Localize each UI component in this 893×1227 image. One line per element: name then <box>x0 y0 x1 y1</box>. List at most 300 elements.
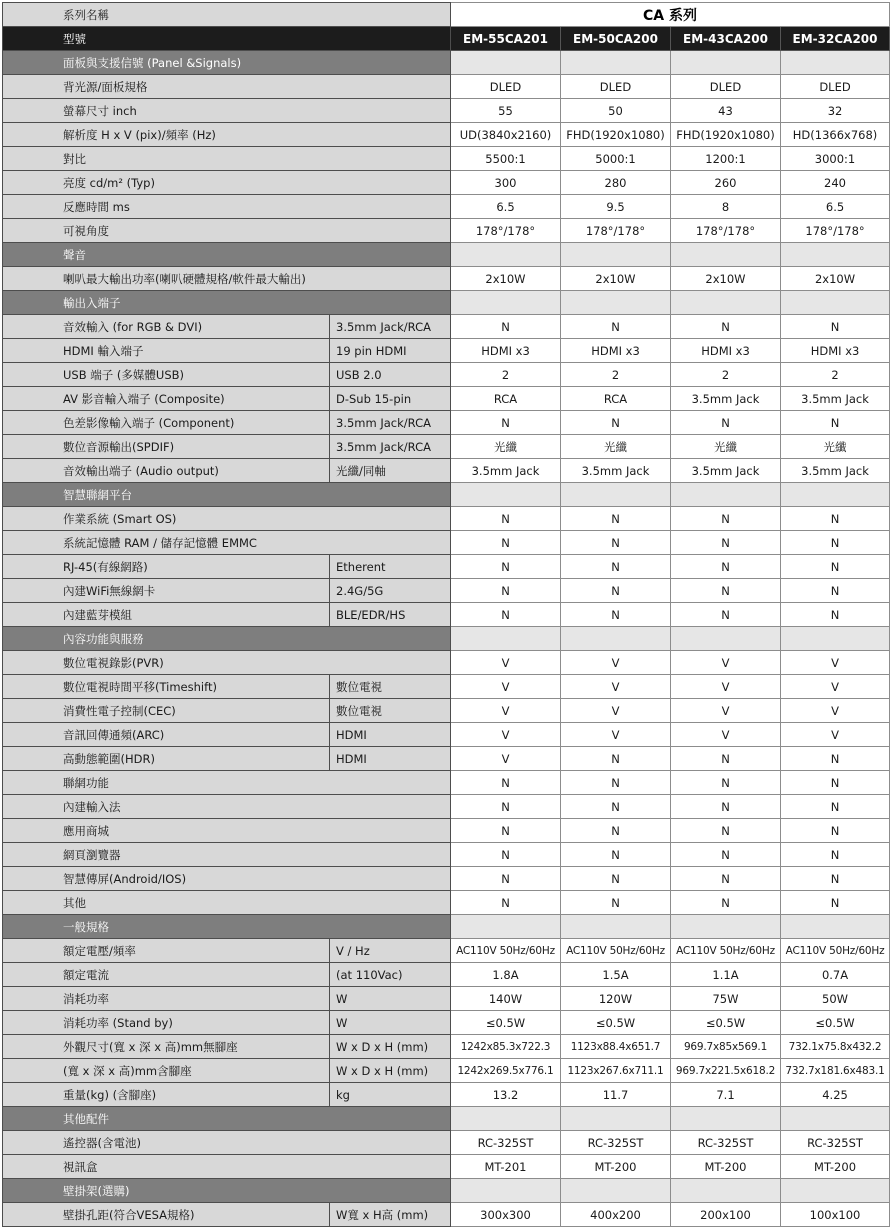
spec-value: DLED <box>451 75 561 99</box>
spec-row <box>3 531 890 555</box>
spec-condition: BLE/EDR/HS <box>330 603 451 627</box>
spec-value: N <box>451 891 561 915</box>
spec-row <box>3 99 890 123</box>
spec-value: AC110V 50Hz/60Hz <box>781 939 890 963</box>
spec-value: N <box>781 555 890 579</box>
spec-value: N <box>561 819 671 843</box>
spec-label: 音效輸入 (for RGB & DVI) <box>3 315 330 339</box>
spec-value: 光纖 <box>451 435 561 459</box>
spec-row <box>3 1059 890 1083</box>
spec-row <box>3 507 890 531</box>
section-spacer-cell <box>671 51 781 75</box>
spec-value: N <box>671 795 781 819</box>
spec-value: HDMI x3 <box>451 339 561 363</box>
spec-value: 100x100 <box>781 1203 890 1227</box>
spec-value: 732.1x75.8x432.2 <box>781 1035 890 1059</box>
spec-value: 43 <box>671 99 781 123</box>
spec-value: FHD(1920x1080) <box>561 123 671 147</box>
spec-value: N <box>671 843 781 867</box>
spec-value: ≤0.5W <box>561 1011 671 1035</box>
section-header <box>3 1179 890 1203</box>
spec-value: 2x10W <box>781 267 890 291</box>
spec-value: DLED <box>781 75 890 99</box>
spec-label: 消費性電子控制(CEC) <box>3 699 330 723</box>
spec-value: V <box>561 723 671 747</box>
spec-value: 1.8A <box>451 963 561 987</box>
spec-value: N <box>781 867 890 891</box>
spec-value: N <box>561 603 671 627</box>
section-spacer-cell <box>671 291 781 315</box>
section-spacer-cell <box>561 291 671 315</box>
spec-value: 969.7x221.5x618.2 <box>671 1059 781 1083</box>
section-spacer-cell <box>451 243 561 267</box>
section-spacer-cell <box>561 627 671 651</box>
spec-row <box>3 219 890 243</box>
spec-label: 系統記憶體 RAM / 儲存記憶體 EMMC <box>3 531 451 555</box>
series-label: 系列名稱 <box>3 3 451 27</box>
spec-value: V <box>561 699 671 723</box>
spec-row <box>3 195 890 219</box>
spec-condition: W <box>330 1011 451 1035</box>
spec-label: 螢幕尺寸 inch <box>3 99 451 123</box>
spec-row <box>3 843 890 867</box>
spec-value: N <box>781 819 890 843</box>
spec-label: 外觀尺寸(寬 x 深 x 高)mm無腳座 <box>3 1035 330 1059</box>
spec-row <box>3 1203 890 1227</box>
spec-value: 300 <box>451 171 561 195</box>
spec-value: V <box>781 723 890 747</box>
spec-value: N <box>671 315 781 339</box>
spec-label: 高動態範圍(HDR) <box>3 747 330 771</box>
spec-value: N <box>561 843 671 867</box>
spec-value: 1.1A <box>671 963 781 987</box>
spec-value: 3.5mm Jack <box>671 459 781 483</box>
spec-condition: 數位電視 <box>330 699 451 723</box>
spec-value: MT-200 <box>781 1155 890 1179</box>
spec-value: N <box>561 411 671 435</box>
spec-condition: 3.5mm Jack/RCA <box>330 435 451 459</box>
spec-condition: 2.4G/5G <box>330 579 451 603</box>
spec-value: 6.5 <box>781 195 890 219</box>
spec-value: 2 <box>561 363 671 387</box>
section-title: 智慧聯網平台 <box>3 483 451 507</box>
section-spacer-cell <box>671 243 781 267</box>
spec-row <box>3 387 890 411</box>
model-label: 型號 <box>3 27 451 51</box>
spec-value: N <box>561 747 671 771</box>
spec-value: 260 <box>671 171 781 195</box>
section-spacer-cell <box>671 1107 781 1131</box>
spec-value: 3.5mm Jack <box>781 459 890 483</box>
spec-value: 光纖 <box>671 435 781 459</box>
spec-condition: 數位電視 <box>330 675 451 699</box>
spec-value: 55 <box>451 99 561 123</box>
spec-row <box>3 867 890 891</box>
spec-value: N <box>671 579 781 603</box>
spec-value: 11.7 <box>561 1083 671 1107</box>
spec-label: USB 端子 (多媒體USB) <box>3 363 330 387</box>
spec-label: 壁掛孔距(符合VESA規格) <box>3 1203 330 1227</box>
spec-value: HD(1366x768) <box>781 123 890 147</box>
spec-value: 50 <box>561 99 671 123</box>
spec-condition: 3.5mm Jack/RCA <box>330 411 451 435</box>
spec-value: N <box>671 747 781 771</box>
section-spacer-cell <box>451 291 561 315</box>
spec-value: N <box>561 315 671 339</box>
section-spacer-cell <box>561 51 671 75</box>
spec-label: 網頁瀏覽器 <box>3 843 451 867</box>
spec-row <box>3 459 890 483</box>
section-spacer-cell <box>451 915 561 939</box>
spec-value: 240 <box>781 171 890 195</box>
spec-value: N <box>451 411 561 435</box>
spec-value: ≤0.5W <box>451 1011 561 1035</box>
spec-value: 8 <box>671 195 781 219</box>
spec-label: 消耗功率 <box>3 987 330 1011</box>
model-name: EM-55CA201 <box>451 27 561 51</box>
spec-value: AC110V 50Hz/60Hz <box>671 939 781 963</box>
spec-label: 可視角度 <box>3 219 451 243</box>
spec-value: N <box>781 843 890 867</box>
spec-row <box>3 75 890 99</box>
spec-value: N <box>671 555 781 579</box>
spec-value: V <box>561 675 671 699</box>
spec-value: N <box>781 747 890 771</box>
section-header <box>3 915 890 939</box>
spec-value: V <box>451 651 561 675</box>
section-spacer-cell <box>781 627 890 651</box>
section-title: 輸出入端子 <box>3 291 451 315</box>
spec-label: 重量(kg) (含腳座) <box>3 1083 330 1107</box>
spec-value: N <box>781 411 890 435</box>
spec-value: RC-325ST <box>781 1131 890 1155</box>
spec-label: 內建輸入法 <box>3 795 451 819</box>
spec-value: V <box>671 699 781 723</box>
spec-label: 數位電視時間平移(Timeshift) <box>3 675 330 699</box>
model-name: EM-43CA200 <box>671 27 781 51</box>
section-spacer-cell <box>671 627 781 651</box>
spec-value: 120W <box>561 987 671 1011</box>
spec-value: 50W <box>781 987 890 1011</box>
spec-value: ≤0.5W <box>671 1011 781 1035</box>
spec-value: N <box>781 531 890 555</box>
spec-value: 5000:1 <box>561 147 671 171</box>
section-spacer-cell <box>781 291 890 315</box>
spec-value: N <box>561 579 671 603</box>
spec-value: 178°/178° <box>671 219 781 243</box>
spec-value: AC110V 50Hz/60Hz <box>451 939 561 963</box>
spec-row <box>3 147 890 171</box>
section-title: 內容功能與服務 <box>3 627 451 651</box>
spec-value: 2x10W <box>561 267 671 291</box>
spec-value: HDMI x3 <box>671 339 781 363</box>
spec-value: N <box>451 603 561 627</box>
spec-value: 1.5A <box>561 963 671 987</box>
spec-value: N <box>451 507 561 531</box>
spec-value: N <box>671 771 781 795</box>
spec-value: 3000:1 <box>781 147 890 171</box>
section-title: 壁掛架(選購) <box>3 1179 451 1203</box>
section-header <box>3 51 890 75</box>
spec-row <box>3 315 890 339</box>
spec-value: N <box>561 771 671 795</box>
spec-value: RC-325ST <box>671 1131 781 1155</box>
spec-value: N <box>671 411 781 435</box>
spec-label: 反應時間 ms <box>3 195 451 219</box>
spec-label: 聯網功能 <box>3 771 451 795</box>
spec-condition: W x D x H (mm) <box>330 1059 451 1083</box>
spec-value: 6.5 <box>451 195 561 219</box>
spec-label: 額定電流 <box>3 963 330 987</box>
spec-value: 2x10W <box>671 267 781 291</box>
section-spacer-cell <box>781 243 890 267</box>
spec-value: RC-325ST <box>561 1131 671 1155</box>
spec-value: 1242x85.3x722.3 <box>451 1035 561 1059</box>
spec-label: 作業系統 (Smart OS) <box>3 507 451 531</box>
spec-value: 3.5mm Jack <box>561 459 671 483</box>
spec-value: 光纖 <box>561 435 671 459</box>
section-header <box>3 243 890 267</box>
spec-row <box>3 555 890 579</box>
spec-condition: USB 2.0 <box>330 363 451 387</box>
spec-value: 13.2 <box>451 1083 561 1107</box>
spec-value: 1123x267.6x711.1 <box>561 1059 671 1083</box>
spec-label: 智慧傳屏(Android/IOS) <box>3 867 451 891</box>
section-spacer-cell <box>451 51 561 75</box>
spec-row <box>3 939 890 963</box>
spec-row <box>3 363 890 387</box>
spec-value: N <box>451 531 561 555</box>
spec-condition: W寬 x H高 (mm) <box>330 1203 451 1227</box>
spec-value: V <box>451 723 561 747</box>
spec-label: 數位音源輸出(SPDIF) <box>3 435 330 459</box>
spec-label: 視訊盒 <box>3 1155 451 1179</box>
model-name: EM-32CA200 <box>781 27 890 51</box>
spec-value: 2x10W <box>451 267 561 291</box>
spec-condition: HDMI <box>330 723 451 747</box>
section-spacer-cell <box>451 1179 561 1203</box>
spec-value: 0.7A <box>781 963 890 987</box>
spec-label: 遙控器(含電池) <box>3 1131 451 1155</box>
spec-row <box>3 435 890 459</box>
spec-row <box>3 651 890 675</box>
spec-condition: W x D x H (mm) <box>330 1035 451 1059</box>
section-spacer-cell <box>781 1179 890 1203</box>
section-spacer-cell <box>671 1179 781 1203</box>
spec-value: V <box>451 675 561 699</box>
spec-value: HDMI x3 <box>561 339 671 363</box>
spec-value: DLED <box>561 75 671 99</box>
spec-value: DLED <box>671 75 781 99</box>
spec-value: ≤0.5W <box>781 1011 890 1035</box>
section-header <box>3 483 890 507</box>
spec-value: N <box>781 891 890 915</box>
spec-row <box>3 1011 890 1035</box>
spec-value: N <box>781 507 890 531</box>
model-name: EM-50CA200 <box>561 27 671 51</box>
spec-label: 音效輸出端子 (Audio output) <box>3 459 330 483</box>
section-spacer-cell <box>781 483 890 507</box>
spec-value: N <box>451 795 561 819</box>
spec-row <box>3 747 890 771</box>
spec-value: 75W <box>671 987 781 1011</box>
section-spacer-cell <box>561 1179 671 1203</box>
spec-label: (寬 x 深 x 高)mm含腳座 <box>3 1059 330 1083</box>
section-spacer-cell <box>561 915 671 939</box>
section-spacer-cell <box>781 51 890 75</box>
spec-row <box>3 411 890 435</box>
section-spacer-cell <box>451 483 561 507</box>
spec-value: N <box>781 795 890 819</box>
spec-label: 色差影像輸入端子 (Component) <box>3 411 330 435</box>
spec-label: 其他 <box>3 891 451 915</box>
spec-label: 內建藍芽模組 <box>3 603 330 627</box>
spec-label: 對比 <box>3 147 451 171</box>
section-title: 面板與支援信號 (Panel &Signals) <box>3 51 451 75</box>
series-row <box>3 3 890 27</box>
section-spacer-cell <box>781 915 890 939</box>
spec-row <box>3 723 890 747</box>
spec-value: RC-325ST <box>451 1131 561 1155</box>
section-spacer-cell <box>671 915 781 939</box>
section-spacer-cell <box>781 1107 890 1131</box>
series-name: CA 系列 <box>451 3 890 27</box>
spec-value: N <box>671 603 781 627</box>
spec-value: 2 <box>671 363 781 387</box>
spec-label: 背光源/面板規格 <box>3 75 451 99</box>
spec-label: HDMI 輸入端子 <box>3 339 330 363</box>
spec-value: 5500:1 <box>451 147 561 171</box>
spec-row <box>3 1131 890 1155</box>
spec-value: 32 <box>781 99 890 123</box>
spec-row <box>3 123 890 147</box>
spec-row <box>3 579 890 603</box>
spec-value: 4.25 <box>781 1083 890 1107</box>
spec-condition: V / Hz <box>330 939 451 963</box>
spec-condition: D-Sub 15-pin <box>330 387 451 411</box>
spec-label: 音訊回傳通頻(ARC) <box>3 723 330 747</box>
spec-value: 光纖 <box>781 435 890 459</box>
spec-value: V <box>561 651 671 675</box>
spec-value: N <box>451 579 561 603</box>
spec-row <box>3 771 890 795</box>
spec-value: MT-200 <box>671 1155 781 1179</box>
spec-value: N <box>561 555 671 579</box>
section-header <box>3 627 890 651</box>
spec-row <box>3 339 890 363</box>
spec-label: 亮度 cd/m² (Typ) <box>3 171 451 195</box>
model-row <box>3 27 890 51</box>
spec-value: 3.5mm Jack <box>451 459 561 483</box>
spec-value: N <box>561 507 671 531</box>
spec-value: 1123x88.4x651.7 <box>561 1035 671 1059</box>
spec-value: N <box>451 771 561 795</box>
spec-row <box>3 699 890 723</box>
spec-condition: Etherent <box>330 555 451 579</box>
section-spacer-cell <box>561 483 671 507</box>
spec-label: 喇叭最大輸出功率(喇叭硬體規格/軟件最大輸出) <box>3 267 451 291</box>
spec-value: 280 <box>561 171 671 195</box>
spec-label: 應用商城 <box>3 819 451 843</box>
spec-value: V <box>781 651 890 675</box>
spec-value: V <box>451 699 561 723</box>
spec-value: N <box>451 819 561 843</box>
spec-value: V <box>451 747 561 771</box>
spec-value: 300x300 <box>451 1203 561 1227</box>
spec-label: 消耗功率 (Stand by) <box>3 1011 330 1035</box>
spec-condition: 光纖/同軸 <box>330 459 451 483</box>
spec-row <box>3 1083 890 1107</box>
spec-value: N <box>561 795 671 819</box>
spec-value: V <box>671 651 781 675</box>
spec-value: 3.5mm Jack <box>781 387 890 411</box>
spec-value: N <box>781 771 890 795</box>
spec-value: 200x100 <box>671 1203 781 1227</box>
spec-condition: kg <box>330 1083 451 1107</box>
section-spacer-cell <box>451 1107 561 1131</box>
spec-label: RJ-45(有線網路) <box>3 555 330 579</box>
spec-value: N <box>781 579 890 603</box>
section-spacer-cell <box>451 627 561 651</box>
spec-value: 9.5 <box>561 195 671 219</box>
spec-row <box>3 171 890 195</box>
spec-value: 2 <box>451 363 561 387</box>
spec-label: 解析度 H x V (pix)/頻率 (Hz) <box>3 123 451 147</box>
spec-value: 1200:1 <box>671 147 781 171</box>
spec-value: V <box>781 699 890 723</box>
spec-value: V <box>781 675 890 699</box>
spec-value: 178°/178° <box>561 219 671 243</box>
spec-row <box>3 1155 890 1179</box>
spec-value: RCA <box>451 387 561 411</box>
spec-value: 969.7x85x569.1 <box>671 1035 781 1059</box>
spec-label: 數位電視錄影(PVR) <box>3 651 451 675</box>
spec-value: 3.5mm Jack <box>671 387 781 411</box>
spec-value: MT-200 <box>561 1155 671 1179</box>
spec-value: N <box>671 507 781 531</box>
spec-value: N <box>561 867 671 891</box>
spec-value: 400x200 <box>561 1203 671 1227</box>
spec-value: MT-201 <box>451 1155 561 1179</box>
spec-value: AC110V 50Hz/60Hz <box>561 939 671 963</box>
spec-value: N <box>451 843 561 867</box>
spec-row <box>3 891 890 915</box>
spec-condition: 3.5mm Jack/RCA <box>330 315 451 339</box>
spec-value: N <box>671 531 781 555</box>
spec-row <box>3 819 890 843</box>
spec-value: HDMI x3 <box>781 339 890 363</box>
spec-value: N <box>781 315 890 339</box>
section-header <box>3 291 890 315</box>
spec-value: UD(3840x2160) <box>451 123 561 147</box>
spec-row <box>3 795 890 819</box>
spec-label: 額定電壓/頻率 <box>3 939 330 963</box>
section-spacer-cell <box>671 483 781 507</box>
section-title: 一般規格 <box>3 915 451 939</box>
spec-value: 140W <box>451 987 561 1011</box>
spec-row <box>3 963 890 987</box>
spec-condition: (at 110Vac) <box>330 963 451 987</box>
section-title: 聲音 <box>3 243 451 267</box>
spec-value: 178°/178° <box>451 219 561 243</box>
spec-value: 2 <box>781 363 890 387</box>
spec-value: 7.1 <box>671 1083 781 1107</box>
section-spacer-cell <box>561 243 671 267</box>
spec-row <box>3 987 890 1011</box>
section-header <box>3 1107 890 1131</box>
spec-value: N <box>451 555 561 579</box>
spec-value: N <box>671 867 781 891</box>
